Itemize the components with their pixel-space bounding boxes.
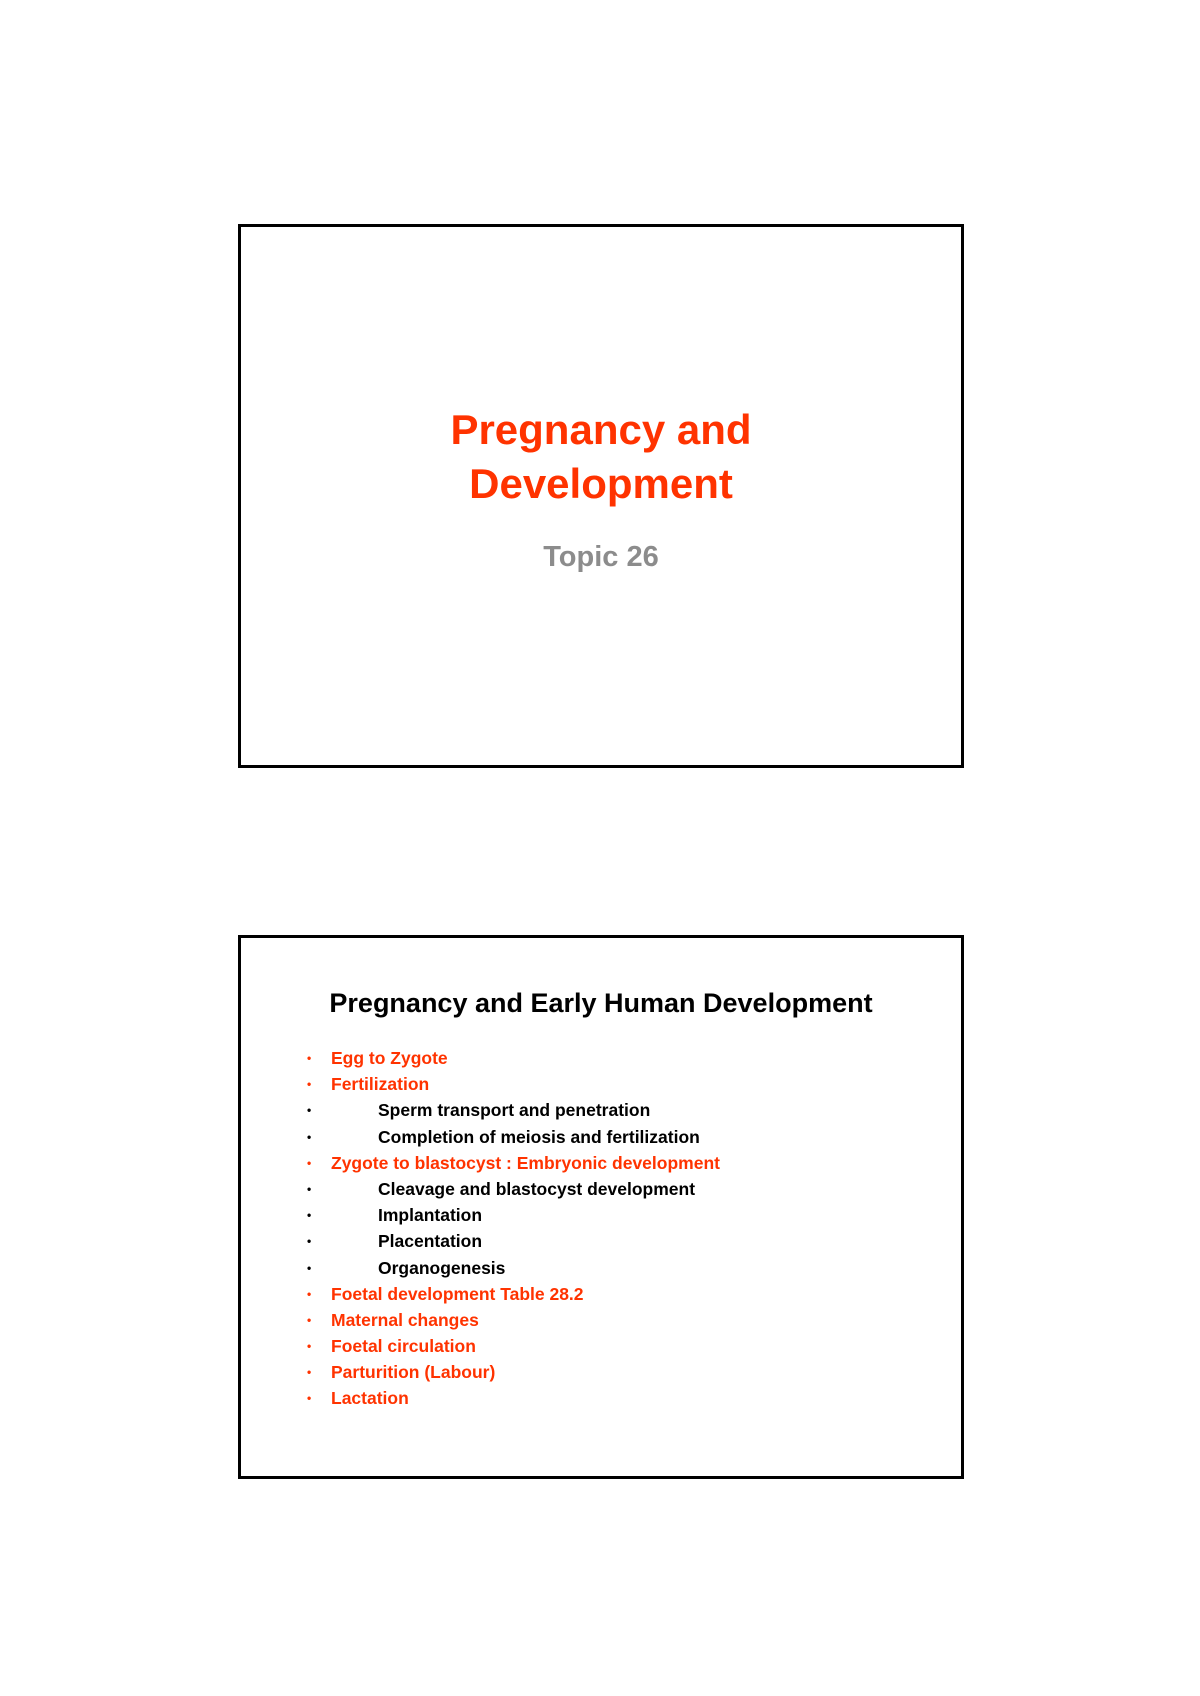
bullet-text: Cleavage and blastocyst development [378,1178,696,1199]
outline-heading: Pregnancy and Early Human Development [329,988,873,1018]
bullet-text: Maternal changes [331,1309,479,1330]
title-slide [238,224,964,768]
bullet-text: Foetal development Table 28.2 [331,1283,584,1304]
bullet-icon: • [307,1339,312,1354]
bullet-text: Implantation [378,1205,483,1226]
slide-title-line-2: Development [469,460,733,507]
outline-slide [238,935,964,1479]
bullet-icon: • [307,1312,312,1327]
bullet-text: Sperm transport and penetration [378,1100,651,1121]
bullet-text: Parturition (Labour) [331,1362,496,1383]
bullet-text: Organogenesis [378,1257,506,1278]
bullet-icon: • [307,1260,312,1275]
bullet-text: Egg to Zygote [331,1048,448,1068]
bullet-icon: • [307,1234,312,1249]
slide-subtitle: Topic 26 [543,541,659,573]
bullet-text: Fertilization [331,1074,430,1095]
bullet-icon: • [307,1181,312,1196]
bullet-icon: • [307,1155,312,1170]
bullet-icon: • [307,1365,312,1380]
slide-title [241,403,961,511]
bullet-icon: • [307,1208,312,1223]
bullet-text: Foetal circulation [331,1336,476,1357]
bullet-text: Completion of meiosis and fertilization [378,1126,700,1147]
bullet-icon: • [307,1103,312,1118]
slide-title-line-1: Pregnancy and [450,406,752,453]
bullet-icon: • [307,1077,312,1092]
bullet-icon: • [307,1051,312,1065]
bullet-icon: • [307,1391,312,1406]
bullet-icon: • [307,1286,312,1301]
bullet-text: Zygote to blastocyst : Embryonic development [331,1152,720,1173]
bullet-icon: • [307,1129,312,1144]
bullet-text: Placentation [378,1231,483,1252]
bullet-text: Lactation [331,1388,409,1409]
